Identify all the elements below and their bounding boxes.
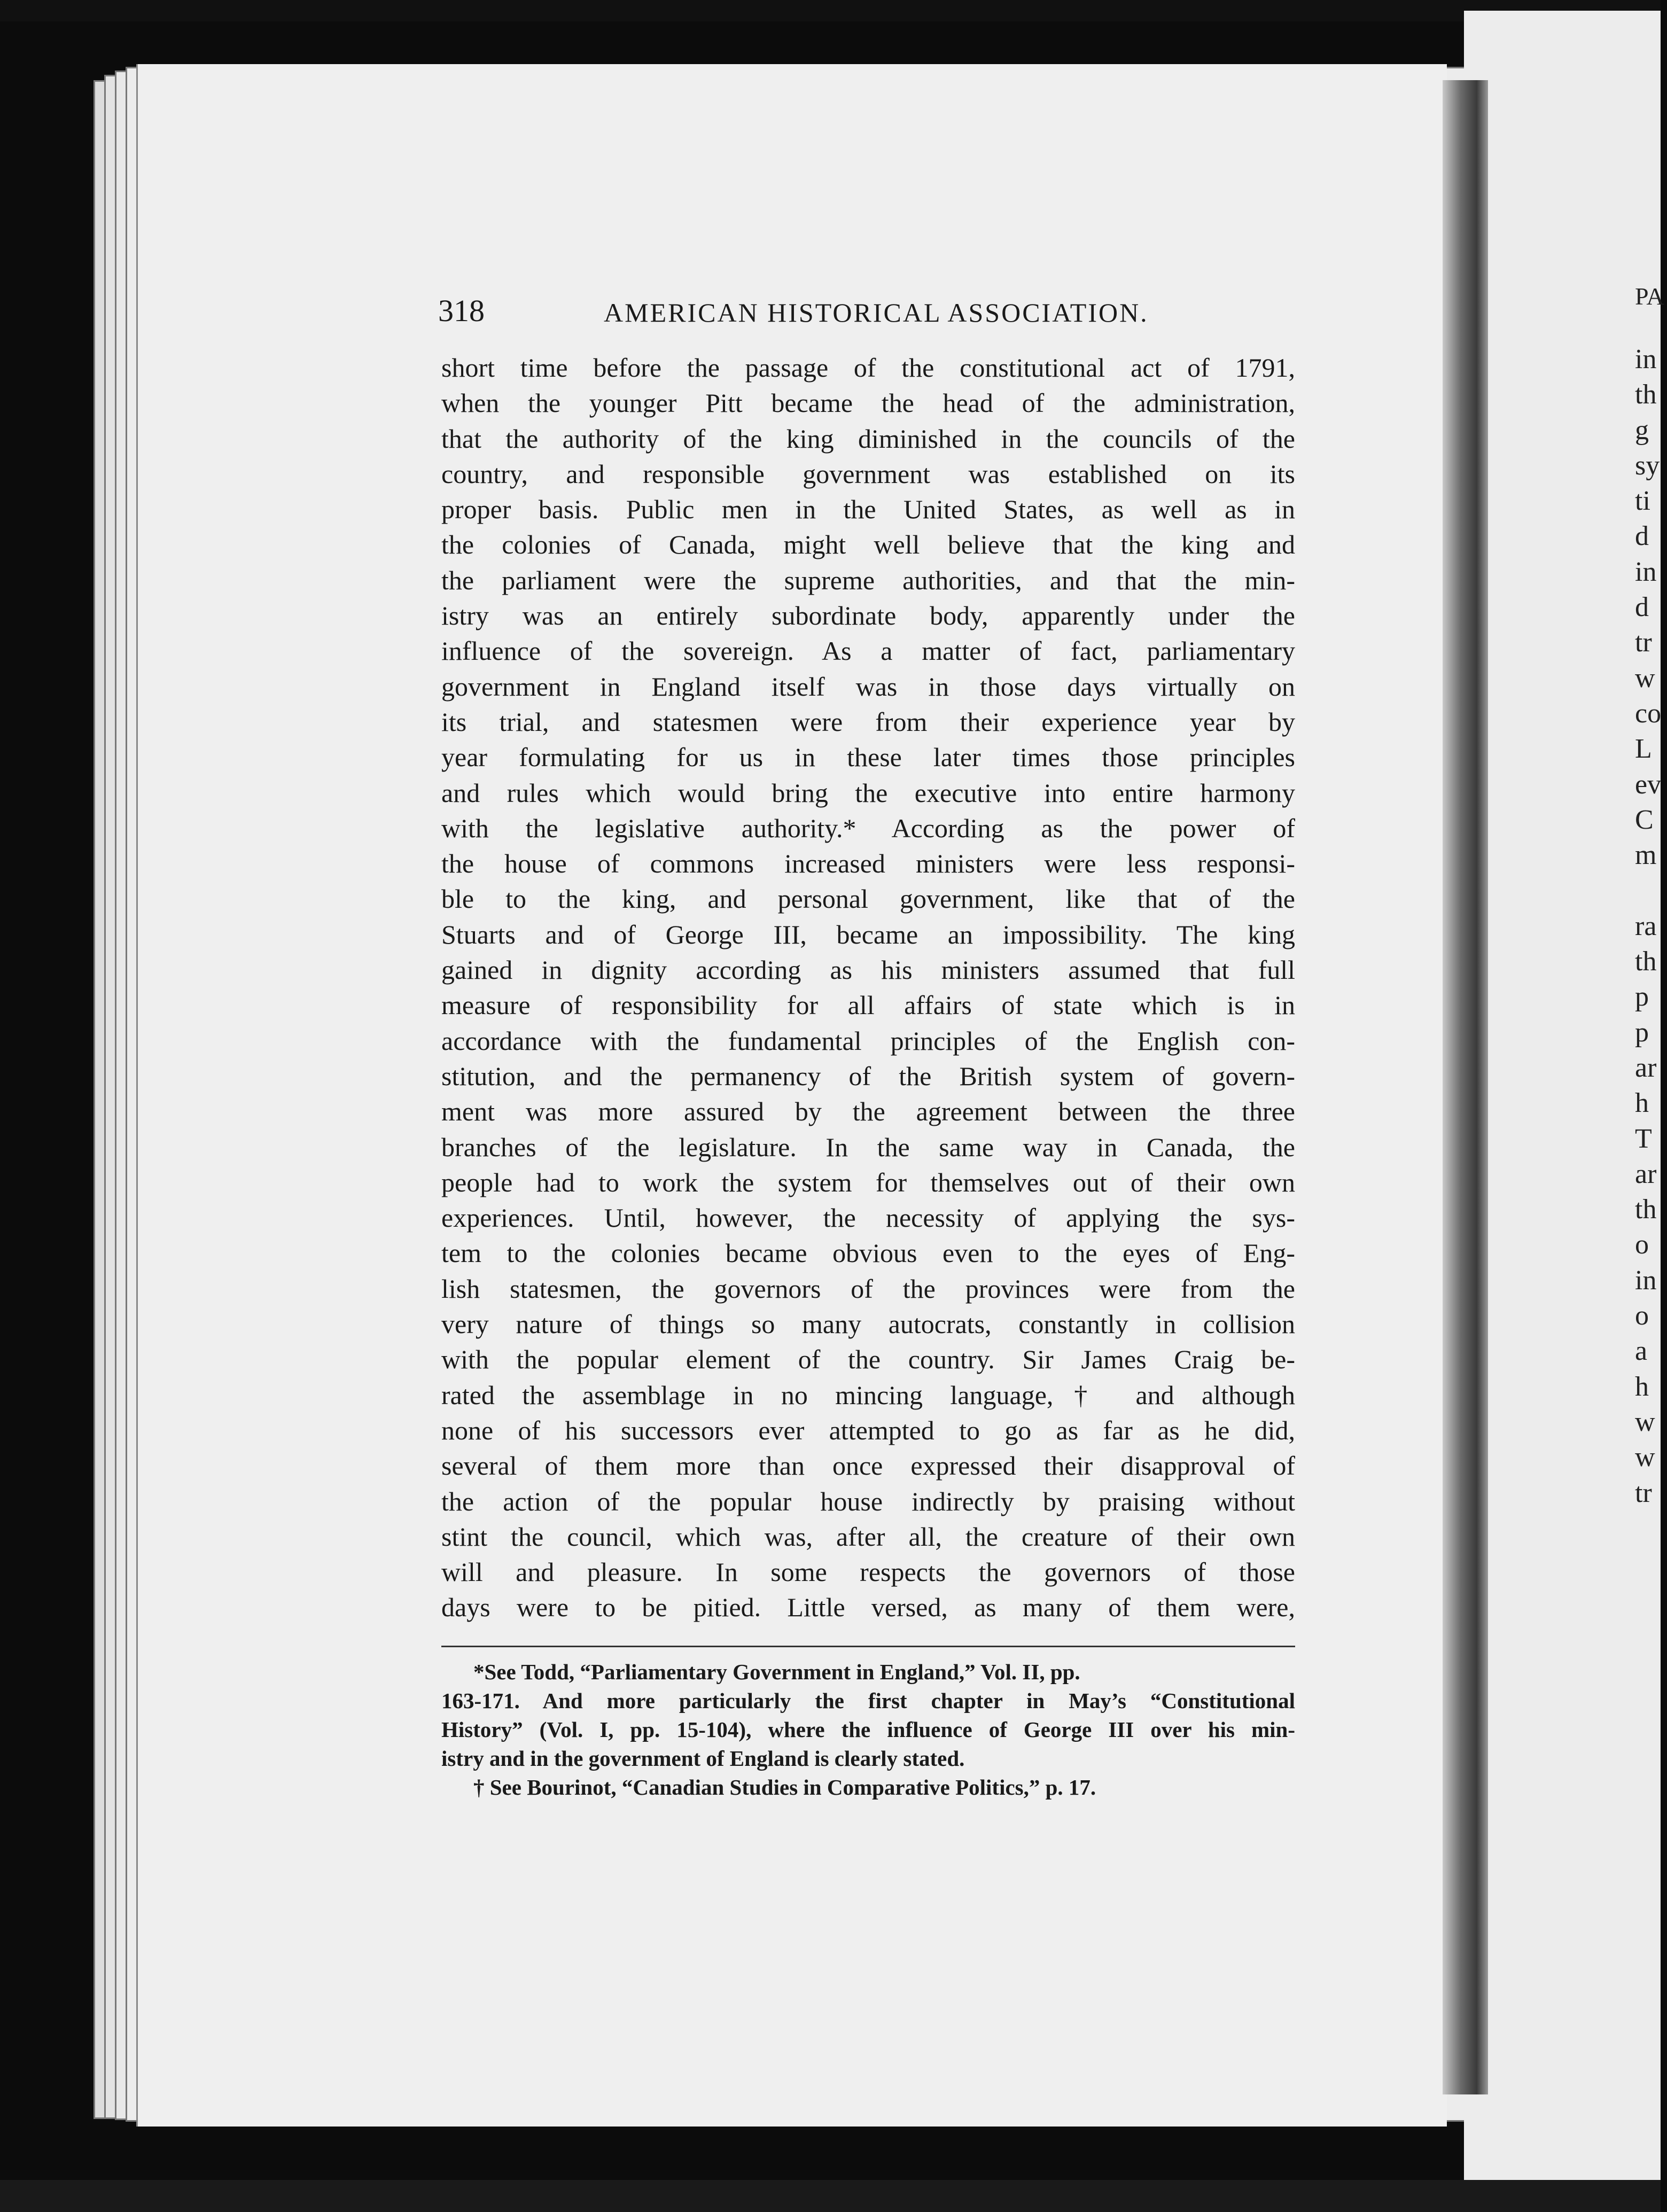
- body-text: [441, 350, 1295, 1625]
- facing-page-fragment: C: [1635, 804, 1654, 835]
- facing-page-fragment: co: [1635, 698, 1662, 729]
- text-line: accordance with the fundamental principles of the English con-: [441, 1025, 1295, 1056]
- facing-page-fragment: d: [1635, 521, 1649, 552]
- facing-page-fragment: g: [1635, 415, 1649, 446]
- footnotes: [441, 1657, 1295, 1802]
- running-head: [438, 293, 1304, 330]
- facing-page-fragment: m: [1635, 840, 1657, 871]
- facing-page-fragment: sy: [1635, 450, 1660, 481]
- microfilm-border-bottom: [0, 2180, 1661, 2212]
- text-line: days were to be pitied. Little versed, as many of them were,: [441, 1592, 1295, 1623]
- text-line: the colonies of Canada, might well believe that the king and: [441, 529, 1295, 560]
- footnote-line: History” (Vol. I, pp. 15-104), where the influence of George III over his min-: [441, 1717, 1295, 1742]
- facing-page-fragment: ev: [1635, 769, 1662, 800]
- text-line: measure of responsibility for all affairs of state which is in: [441, 990, 1295, 1021]
- text-line: very nature of things so many autocrats, constantly in collision: [441, 1309, 1295, 1339]
- facing-page-fragment: ar: [1635, 1158, 1657, 1189]
- text-line: influence of the sovereign. As a matter of fact, parliamentary: [441, 636, 1295, 666]
- text-line: the house of commons increased ministers were less responsi-: [441, 848, 1295, 879]
- facing-page-fragment: o: [1635, 1229, 1649, 1260]
- facing-page-fragment: d: [1635, 592, 1649, 623]
- facing-page-fragment: a: [1635, 1336, 1648, 1367]
- facing-page-fragment: h: [1635, 1371, 1649, 1402]
- facing-page-fragment: in: [1635, 1265, 1657, 1296]
- footnote-line: 163-171. And more particularly the first chapter in May’s “Constitutional: [441, 1688, 1295, 1713]
- text-line: with the legislative authority.* According as the power of: [441, 813, 1295, 843]
- text-line: several of them more than once expressed their disapproval of: [441, 1451, 1295, 1481]
- facing-page-fragment: tr: [1635, 627, 1652, 658]
- footnote-rule: [441, 1646, 1295, 1647]
- text-line: lish statesmen, the governors of the provinces were from the: [441, 1273, 1295, 1304]
- text-line: short time before the passage of the constitutional act of 1791,: [441, 353, 1295, 383]
- facing-page-fragment: ti: [1635, 486, 1650, 517]
- facing-page-fragment: ra: [1635, 910, 1657, 941]
- text-line: ment was more assured by the agreement between the three: [441, 1096, 1295, 1127]
- facing-page-fragment: L: [1635, 734, 1652, 765]
- text-line: when the younger Pitt became the head of the administration,: [441, 388, 1295, 418]
- facing-page-fragment: o: [1635, 1300, 1649, 1331]
- facing-page-fragment: th: [1635, 946, 1657, 977]
- text-line: experiences. Until, however, the necessity of applying the sys-: [441, 1203, 1295, 1233]
- facing-page-fragment: in: [1635, 344, 1657, 375]
- text-line: branches of the legislature. In the same way in Canada, the: [441, 1132, 1295, 1162]
- text-line: with the popular element of the country. Sir James Craig be-: [441, 1344, 1295, 1375]
- footnote-line: † See Bourinot, “Canadian Studies in Comparative Politics,” p. 17.: [473, 1775, 1096, 1800]
- text-line: the action of the popular house indirectly by praising without: [441, 1486, 1295, 1516]
- facing-page-fragment: w: [1635, 1406, 1655, 1437]
- facing-page-fragment: th: [1635, 379, 1657, 410]
- text-line: proper basis. Public men in the United States, as well as in: [441, 494, 1295, 525]
- running-title: AMERICAN HISTORICAL ASSOCIATION.: [604, 298, 1149, 328]
- text-line: rated the assemblage in no mincing language,† and although: [441, 1380, 1295, 1410]
- facing-page-fragment: p: [1635, 982, 1649, 1012]
- facing-page-fragment: w: [1635, 663, 1655, 694]
- facing-page-fragment: T: [1635, 1123, 1652, 1154]
- text-line: stitution, and the permanency of the British system of govern-: [441, 1061, 1295, 1091]
- text-line: tem to the colonies became obvious even to the eyes of Eng-: [441, 1238, 1295, 1268]
- text-line: government in England itself was in those days virtually on: [441, 671, 1295, 702]
- footnote-line: *See Todd, “Parliamentary Government in England,” Vol. II, pp.: [473, 1660, 1080, 1684]
- facing-page-fragment: [1635, 873, 1667, 908]
- text-line: istry was an entirely subordinate body, apparently under the: [441, 601, 1295, 631]
- text-line: and rules which would bring the executive into entire harmony: [441, 777, 1295, 808]
- text-line: stint the council, which was, after all, the creature of their own: [441, 1521, 1295, 1552]
- footnote-line: istry and in the government of England is clearly stated.: [441, 1746, 965, 1771]
- facing-page-fragment: th: [1635, 1194, 1657, 1225]
- text-line: Stuarts and of George III, became an impossibility. The king: [441, 919, 1295, 949]
- gutter-shadow: [1443, 80, 1488, 2094]
- facing-page-fragment: h: [1635, 1088, 1649, 1119]
- text-line: the parliament were the supreme authorities, and that the min-: [441, 565, 1295, 595]
- text-line: ble to the king, and personal government, like that of the: [441, 884, 1295, 914]
- text-line: its trial, and statesmen were from their experience year by: [441, 706, 1295, 737]
- facing-page-header: PA: [1635, 283, 1664, 310]
- text-line: country, and responsible government was established on its: [441, 458, 1295, 489]
- facing-page-text: [1635, 342, 1667, 1511]
- text-line: will and pleasure. In some respects the governors of those: [441, 1557, 1295, 1587]
- text-line: year formulating for us in these later times those principles: [441, 742, 1295, 773]
- facing-page-fragment: tr: [1635, 1477, 1652, 1508]
- text-line: people had to work the system for themselves out of their own: [441, 1167, 1295, 1197]
- facing-page-fragment: in: [1635, 556, 1657, 587]
- facing-page-fragment: w: [1635, 1442, 1655, 1473]
- facing-page-fragment: p: [1635, 1017, 1649, 1048]
- facing-page-fragment: ar: [1635, 1052, 1657, 1083]
- text-line: none of his successors ever attempted to go as far as he did,: [441, 1415, 1295, 1445]
- page-number: 318: [438, 293, 485, 328]
- microfilm-border-top: [0, 0, 1661, 21]
- text-line: that the authority of the king diminished in the councils of the: [441, 423, 1295, 454]
- facing-page: [1464, 11, 1661, 2191]
- text-line: gained in dignity according as his ministers assumed that full: [441, 955, 1295, 985]
